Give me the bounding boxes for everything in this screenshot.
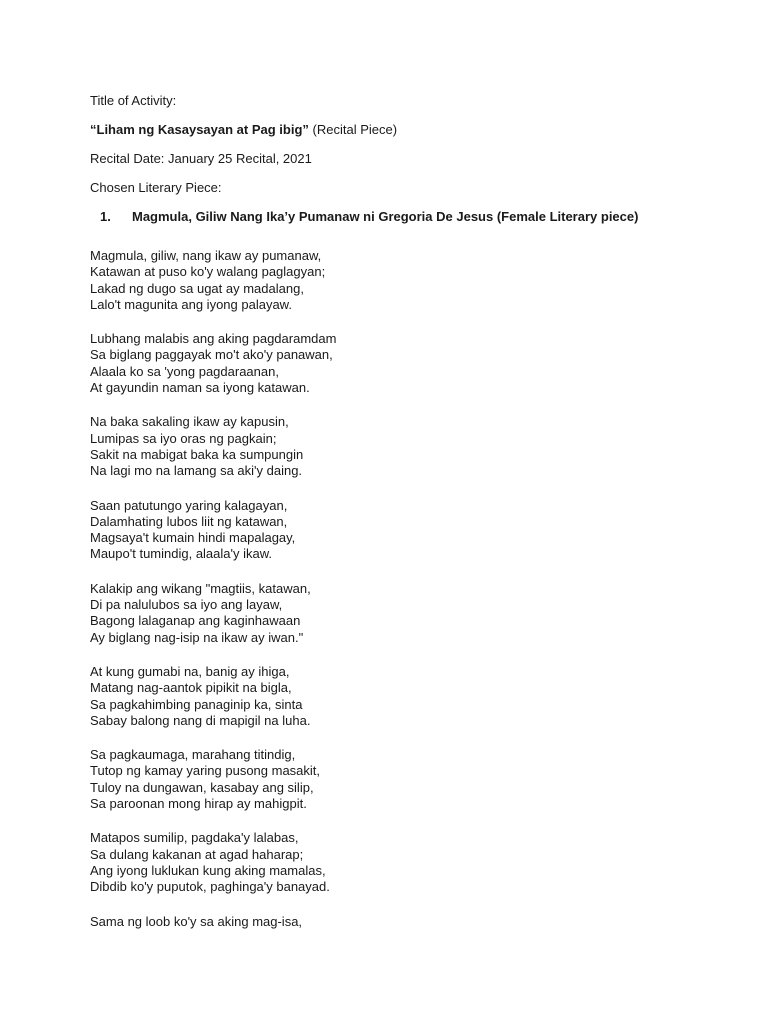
poem-stanza <box>90 830 730 895</box>
poem-line: Saan patutungo yaring kalagayan, <box>90 497 288 513</box>
title-of-activity-label: Title of Activity: <box>90 93 177 108</box>
poem-line: Sa paroonan mong hirap ay mahigpit. <box>90 796 307 812</box>
poem-line: Di pa nalulubos sa iyo ang layaw, <box>90 597 283 613</box>
poem-line: Lubhang malabis ang aking pagdaramdam <box>90 331 337 347</box>
poem-line: Sama ng loob ko'y sa aking mag-isa, <box>90 913 303 929</box>
poem-line: Bagong lalaganap ang kaginhawaan <box>90 613 301 629</box>
poem-line: Sakit na mabigat baka ka sumpungin <box>90 446 304 462</box>
chosen-item <box>90 210 730 224</box>
poem-line: Sabay balong nang di mapigil na luha. <box>90 712 311 728</box>
poem-line: At gayundin naman sa iyong katawan. <box>90 380 310 396</box>
poem-stanza <box>90 747 730 812</box>
poem-line: Tutop ng kamay yaring pusong masakit, <box>90 763 321 779</box>
chosen-item-number: 1. <box>100 209 111 224</box>
poem-stanza <box>90 331 730 396</box>
poem-stanza <box>90 581 730 646</box>
poem <box>90 248 730 930</box>
poem-line: Dibdib ko'y puputok, paghinga'y banayad. <box>90 879 330 895</box>
piece-title-line <box>90 123 730 137</box>
poem-line: Ang iyong luklukan kung aking mamalas, <box>90 862 326 878</box>
poem-line: Matapos sumilip, pagdaka'y lalabas, <box>90 830 299 846</box>
document-content <box>90 94 730 948</box>
poem-line: At kung gumabi na, banig ay ihiga, <box>90 663 290 679</box>
poem-line: Dalamhating lubos liit ng katawan, <box>90 513 288 529</box>
poem-line: Kalakip ang wikang "magtiis, katawan, <box>90 580 311 596</box>
poem-line: Maupo't tumindig, alaala'y ikaw. <box>90 546 273 562</box>
poem-stanza <box>90 248 730 313</box>
poem-stanza <box>90 914 730 930</box>
chosen-literary-piece-label: Chosen Literary Piece: <box>90 180 222 195</box>
poem-line: Lumipas sa iyo oras ng pagkain; <box>90 430 277 446</box>
poem-line: Na lagi mo na lamang sa aki'y daing. <box>90 463 303 479</box>
poem-line: Tuloy na dungawan, kasabay ang silip, <box>90 779 314 795</box>
poem-line: Lakad ng dugo sa ugat ay madalang, <box>90 280 304 296</box>
poem-line: Sa pagkahimbing panaginip ka, sinta <box>90 696 303 712</box>
poem-line: Magsaya't kumain hindi mapalagay, <box>90 530 296 546</box>
poem-line: Na baka sakaling ikaw ay kapusin, <box>90 414 289 430</box>
poem-line: Magmula, giliw, nang ikaw ay pumanaw, <box>90 248 322 263</box>
chosen-item-text: Magmula, Giliw Nang Ika’y Pumanaw ni Gregoria De Jesus (Female Literary piece) <box>132 209 639 224</box>
poem-line: Sa biglang paggayak mo't ako'y panawan, <box>90 347 333 363</box>
piece-title: “Liham ng Kasaysayan at Pag ibig” <box>90 122 309 137</box>
poem-line: Sa pagkaumaga, marahang titindig, <box>90 747 296 763</box>
piece-type: (Recital Piece) <box>308 122 398 137</box>
poem-stanza <box>90 498 730 563</box>
poem-stanza <box>90 414 730 479</box>
poem-stanza <box>90 664 730 729</box>
poem-line: Sa dulang kakanan at agad haharap; <box>90 846 304 862</box>
poem-line: Matang nag-aantok pipikit na bigla, <box>90 680 292 696</box>
poem-line: Lalo't magunita ang iyong palayaw. <box>90 296 292 312</box>
recital-date: Recital Date: January 25 Recital, 2021 <box>90 151 312 166</box>
poem-line: Ay biglang nag-isip na ikaw ay iwan." <box>90 629 304 645</box>
poem-line: Katawan at puso ko'y walang paglagyan; <box>90 264 326 280</box>
poem-line: Alaala ko sa 'yong pagdaraanan, <box>90 363 279 379</box>
